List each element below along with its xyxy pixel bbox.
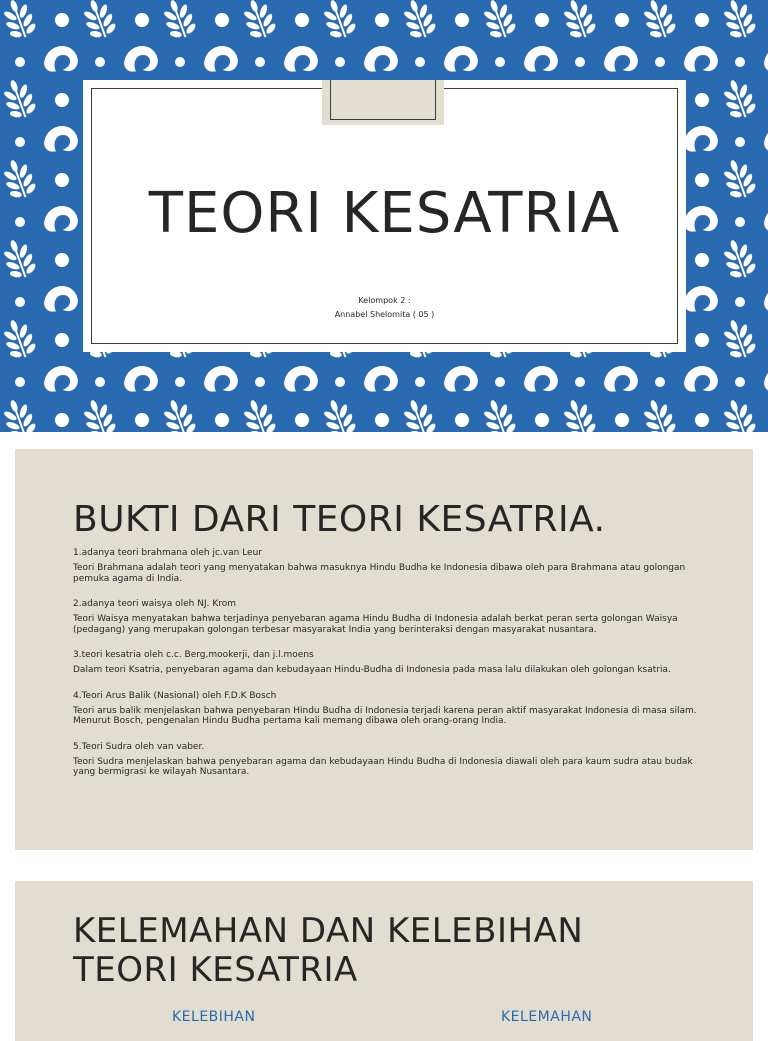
theory-description: Teori Sudra menjelaskan bahwa penyebaran agama dan kebudayaan Hindu Budha di Indonesia diawali oleh para kaum sudra atau budak yang bermigrasi ke wilayah Nusantara. bbox=[73, 756, 693, 777]
theory-heading: 2.adanya teori waisya oleh NJ. Krom bbox=[73, 599, 237, 609]
slide-heading-line1: KELEMAHAN DAN KELEBIHAN bbox=[73, 911, 584, 951]
slide-title: TEORI KESATRIA bbox=[148, 181, 621, 246]
title-tab-frame bbox=[330, 80, 436, 120]
theory-description: Dalam teori Ksatria, penyebaran agama dan kebudayaan Hindu-Budha di Indonesia pada masa lalu dilakukan oleh golongan ksatria. bbox=[73, 665, 671, 675]
theory-heading: 1.adanya teori brahmana oleh jc.van Leur bbox=[73, 548, 262, 558]
theory-list bbox=[73, 547, 703, 792]
disadvantages-column-heading: KELEMAHAN bbox=[501, 1009, 593, 1025]
theory-heading: 4.Teori Arus Balik (Nasional) oleh F.D.K Bosch bbox=[73, 690, 277, 701]
list-item bbox=[73, 598, 703, 635]
evidence-slide bbox=[15, 449, 753, 850]
title-tab-decoration bbox=[322, 80, 444, 125]
title-slide bbox=[0, 0, 768, 432]
member-name: Annabel Shelomita ( 05 ) bbox=[334, 310, 435, 319]
group-label: Kelompok 2 : bbox=[358, 296, 411, 305]
theory-heading: 5.Teori Sudra oleh van vaber. bbox=[73, 741, 205, 752]
theory-description: Teori arus balik menjelaskan bahwa penyebaran Hindu Budha di Indonesia terjadi karena peran aktif masyarakat Indonesia di masa silam. Menurut Bosch, pengenalan Hindu Budha pertama kali memang dibawa oleh orang-orang India. bbox=[73, 705, 697, 726]
theory-heading: 3.teori kesatria oleh c.c. Berg,mookerji, dan j.l.moens bbox=[73, 650, 314, 660]
list-item bbox=[73, 741, 703, 778]
slide-heading-line2: TEORI KESATRIA bbox=[73, 950, 358, 990]
advantages-column-heading: KELEBIHAN bbox=[172, 1009, 256, 1025]
theory-description: Teori Brahmana adalah teori yang menyatakan bahwa masuknya Hindu Budha ke Indonesia dibawa oleh para Brahmana atau golongan pemuka agama di India. bbox=[73, 563, 686, 584]
slide-heading: BUKTI DARI TEORI KESATRIA. bbox=[73, 499, 606, 540]
list-item bbox=[73, 649, 703, 676]
list-item bbox=[73, 690, 703, 727]
list-item bbox=[73, 547, 703, 584]
pros-cons-slide bbox=[15, 881, 753, 1041]
theory-description: Teori Waisya menyatakan bahwa terjadinya penyebaran agama Hindu Budha di Indonesia adalah berkat peran serta golongan Waisya (pedagang) yang merupakan golongan terbesar masyarakat India yang berinteraksi dengan masyarakat nusantara. bbox=[73, 614, 678, 635]
title-card bbox=[83, 80, 686, 352]
